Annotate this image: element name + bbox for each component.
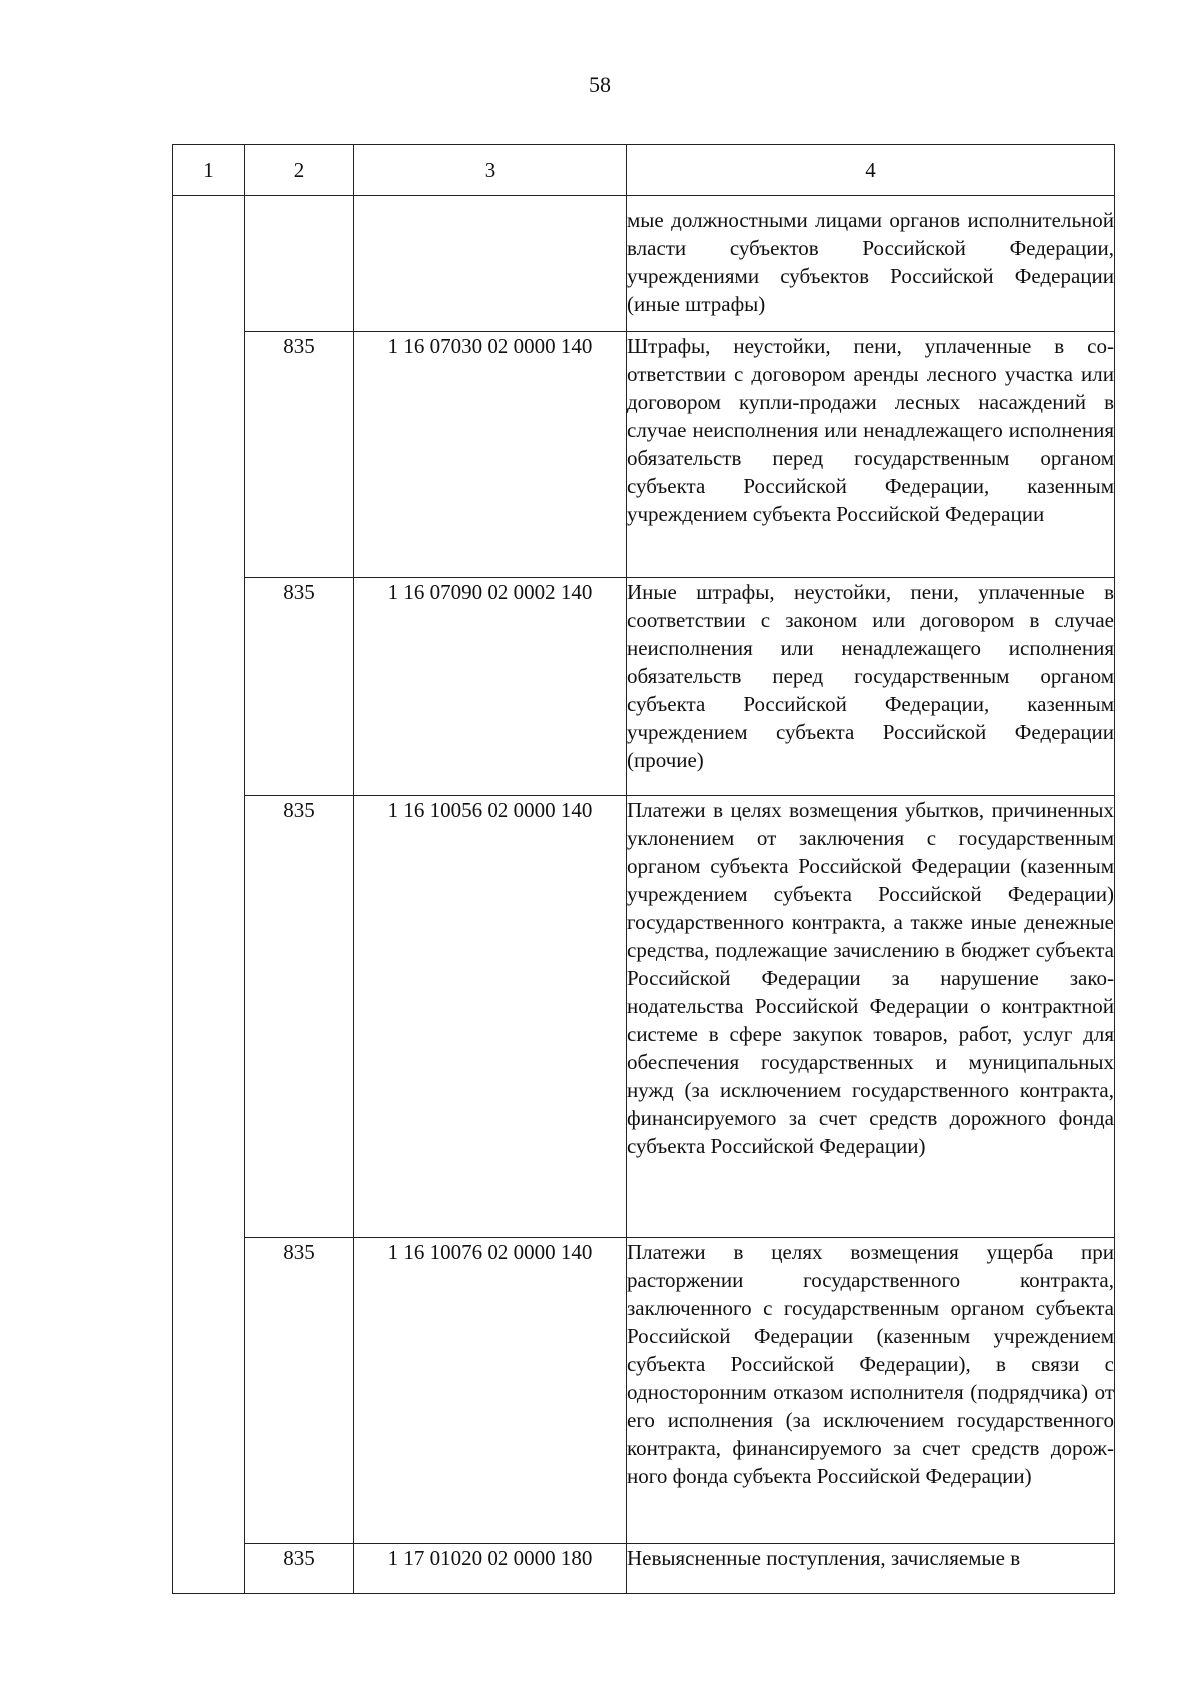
page-number: 58 [589,72,611,97]
revenue-codes-table [172,144,1115,1594]
cell-description: мые должностными лицами органов исполнительной власти субъектов Российской Федерации, учреждениями субъектов Российской Федерации (иные штрафы) [627,196,1115,332]
table-row [173,332,1115,578]
table-row [173,1544,1115,1594]
cell-admin-code: 835 [245,578,354,796]
header-col-3: 3 [354,145,627,196]
header-col-2: 2 [245,145,354,196]
cell-description: Невыясненные поступления, зачисляемые в [627,1544,1115,1594]
cell-revenue-code: 1 16 07030 02 0000 140 [354,332,627,578]
cell-description: Иные штрафы, неустойки, пени, уплаченные в соответствии с законом или договором в случае неисполнения или ненадлежащего исполнения обязательств перед государственным органом субъекта Российской Федерации, казенным учреждением субъекта Российской Федерации (прочие) [627,578,1115,796]
cell-admin-code [245,196,354,332]
cell-admin-code: 835 [245,332,354,578]
cell-description: Платежи в целях возмещения убытков, причиненных уклонением от заключения с государственным органом субъекта Российской Федерации (казенным учреждением субъекта Российской Федерации) государственного контракта, а также иные денежные средства, подлежащие зачислению в бюджет субъекта Российской Федерации за нарушение законодательства Российской Федерации о контрактной системе в сфере закупок товаров, работ, услуг для обеспечения государственных и муниципальных нужд (за исключением государственного контракта, финансируемого за счет средств дорожного фонда субъекта Российской Федерации) [627,796,1115,1238]
table-header-row [173,145,1115,196]
table-row [173,1238,1115,1544]
table-row [173,796,1115,1238]
header-col-1: 1 [173,145,245,196]
cell-revenue-code: 1 16 10056 02 0000 140 [354,796,627,1238]
cell-revenue-code: 1 16 10076 02 0000 140 [354,1238,627,1544]
cell-revenue-code: 1 16 07090 02 0002 140 [354,578,627,796]
cell-admin-code: 835 [245,1238,354,1544]
cell-group [173,196,245,1594]
table-row [173,196,1115,332]
table-row [173,578,1115,796]
cell-description: Платежи в целях возмещения ущерба при расторжении государственного контракта, заключенного с государственным органом субъекта Российской Федерации (казенным учреждением субъекта Российской Федерации), в связи с односторонним отказом исполнителя (подрядчика) от его исполнения (за исключением государственного контракта, финансируемого за счет средств дорожного фонда субъекта Российской Федерации) [627,1238,1115,1544]
cell-admin-code: 835 [245,1544,354,1594]
header-col-4: 4 [627,145,1115,196]
cell-revenue-code: 1 17 01020 02 0000 180 [354,1544,627,1594]
cell-description: Штрафы, неустойки, пени, уплаченные в соответствии с договором аренды лесного участка или договором купли-продажи лесных насаждений в случае неисполнения или ненадлежащего исполнения обязательств перед государственным органом субъекта Российской Федерации, казенным учреждением субъекта Российской Федерации [627,332,1115,578]
cell-admin-code: 835 [245,796,354,1238]
cell-revenue-code [354,196,627,332]
